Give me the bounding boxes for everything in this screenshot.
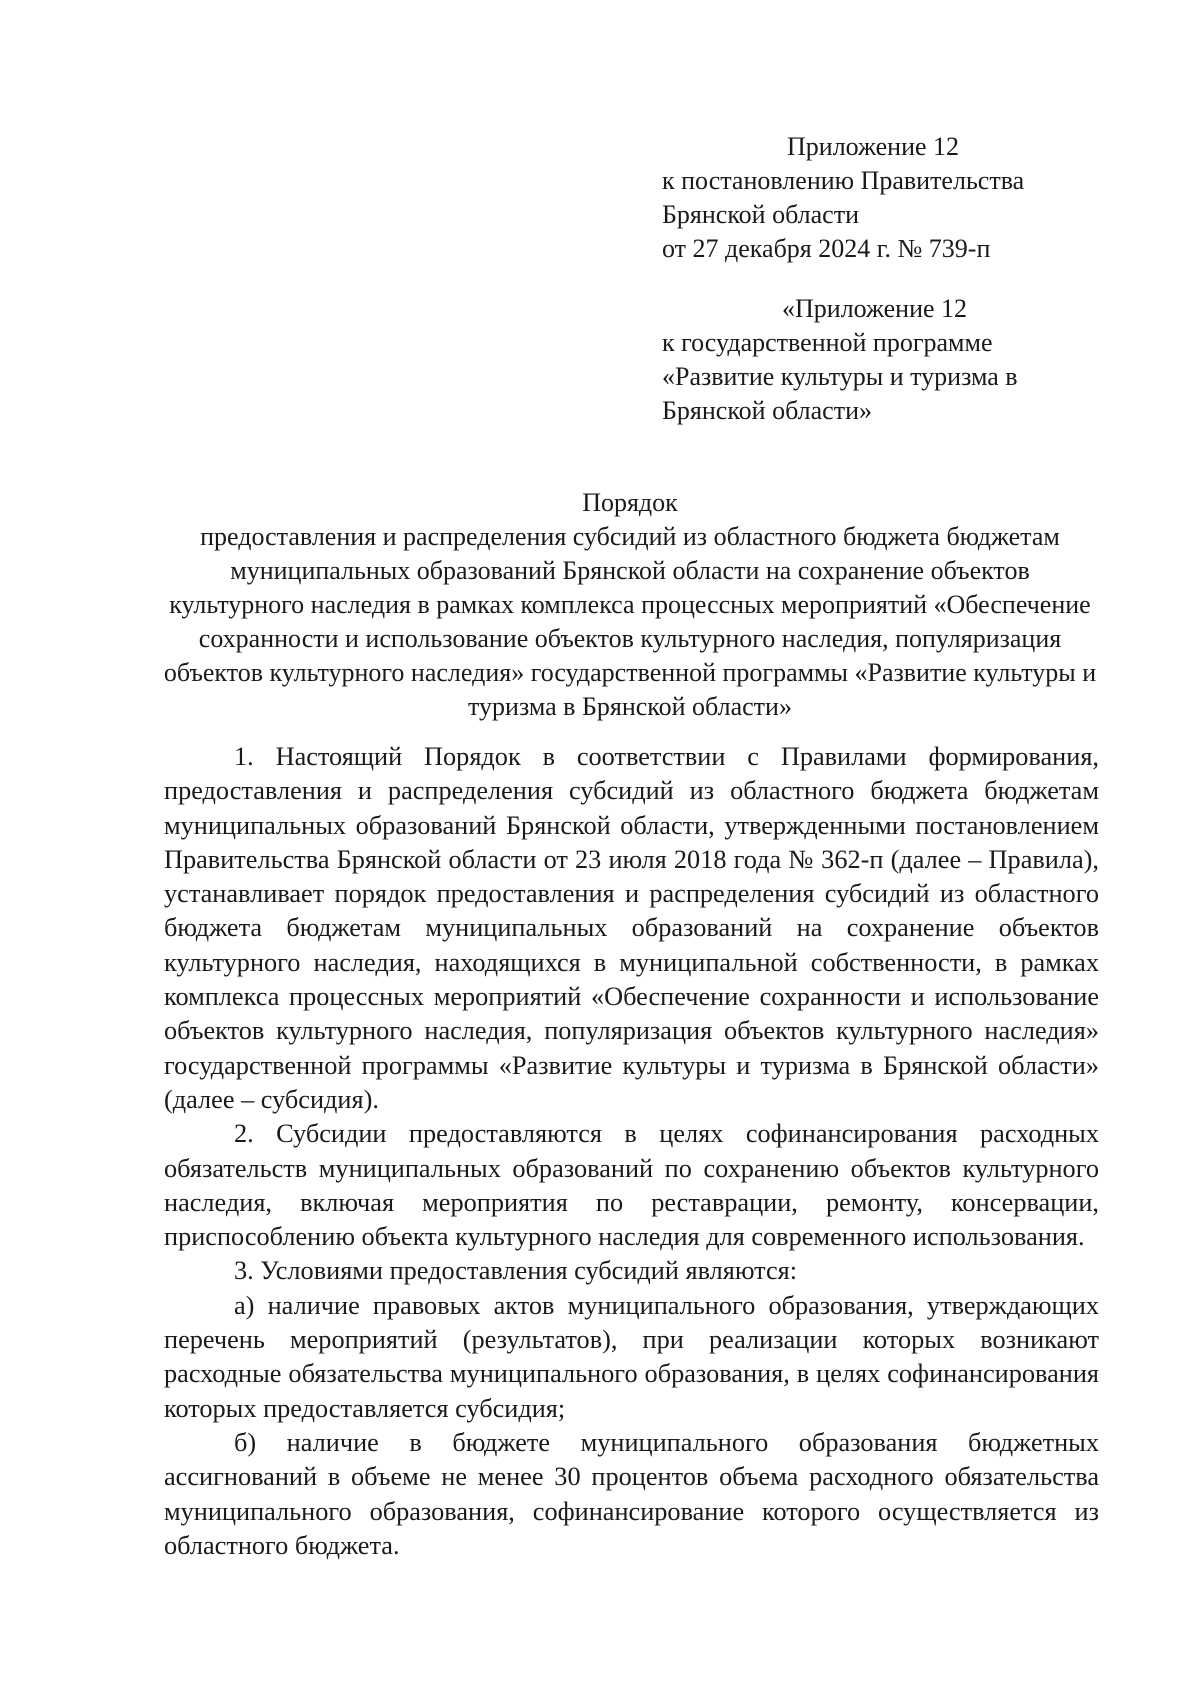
appendix-reference: к государственной программе [662, 328, 993, 357]
document-body [164, 740, 1099, 1563]
appendix-region: Брянской области [662, 200, 859, 229]
appendix-date-number: от 27 декабря 2024 г. № 739-п [662, 234, 991, 263]
paragraph-2: 2. Субсидии предоставляются в целях софинансирования расходных обязательств муниципальных образований по сохранению объектов культурного наследия, включая мероприятия по реставрации, ремонту, консервации, приспособлению объекта культурного наследия для современного использования. [164, 1119, 1099, 1252]
appendix-program-name: «Развитие культуры и туризма в [662, 362, 1018, 391]
paragraph-3: 3. Условиями предоставления субсидий являются: [234, 1256, 798, 1286]
appendix-number: Приложение 12 [787, 132, 960, 161]
document-title [160, 486, 1100, 724]
appendix-number: «Приложение 12 [782, 294, 968, 323]
appendix-program-name-end: Брянской области» [662, 396, 872, 425]
appendix-state-program [662, 292, 1018, 428]
appendix-reference: к постановлению Правительства [662, 166, 1025, 195]
title-subtitle: предоставления и распределения субсидий из областного бюджета бюджетам муниципальных образований Брянской области на сохранение объектов культурного наследия в рамках комплекса процессных мероприятий «Обеспечение сохранности и использование объектов культурного наследия, популяризация объектов культурного наследия» государственной программы «Развитие культуры и туризма в Брянской области» [163, 522, 1097, 721]
paragraph-1: 1. Настоящий Порядок в соответствии с Правилами формирования, предоставления и распределения субсидий из областного бюджета бюджетам муниципальных образований Брянской области, утвержденными постановлением Правительства Брянской области от 23 июля 2018 года № 362-п (далее – Правила), устанавливает порядок предоставления и распределения субсидий из областного бюджета бюджетам муниципальных образований на сохранение объектов культурного наследия, находящихся в муниципальной собственности, в рамках комплекса процессных мероприятий «Обеспечение сохранности и использование объектов культурного наследия, популяризация объектов культурного наследия» государственной программы «Развитие культуры и туризма в Брянской области» (далее – субсидия). [164, 742, 1099, 1114]
title-heading: Порядок [582, 488, 678, 517]
paragraph-3a: а) наличие правовых актов муниципального образования, утверждающих перечень мероприятий (результатов), при реализации которых возникают расходные обязательства муниципального образования, в целях софинансирования которых предоставляется субсидия; [164, 1290, 1099, 1423]
appendix-government-resolution [662, 130, 1024, 266]
paragraph-3b: б) наличие в бюджете муниципального образования бюджетных ассигнований в объеме не менее 30 процентов объема расходного обязательства муниципального образования, софинансирование которого осуществляется из областного бюджета. [164, 1427, 1099, 1560]
